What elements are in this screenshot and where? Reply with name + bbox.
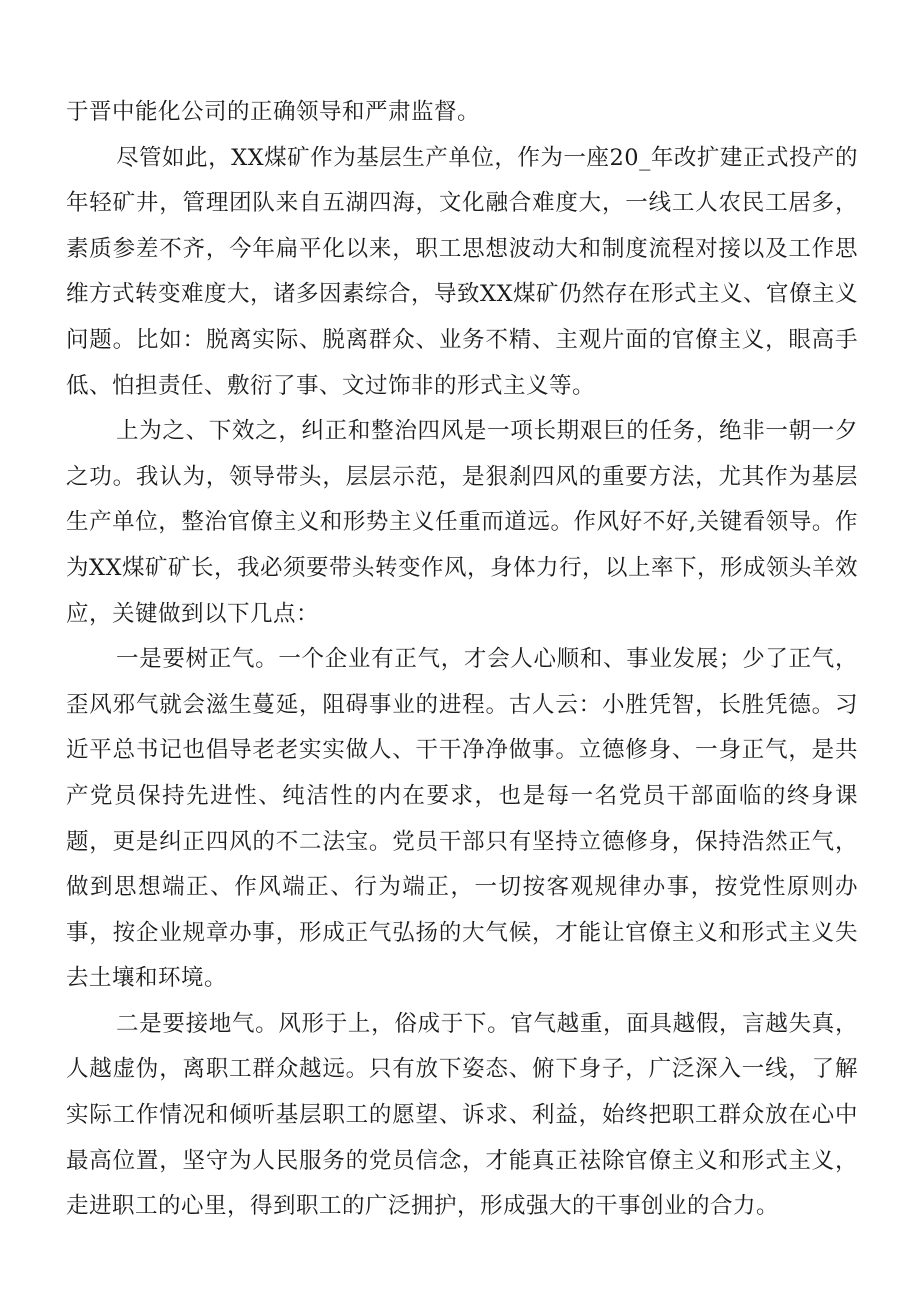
paragraph-start-line: 一是要树正气。一个企业有正气，才会人心顺和、事业发展；少了正气，	[116, 646, 858, 673]
text-line: 应，关键做到以下几点：	[66, 600, 320, 627]
text-line: 实际工作情况和倾听基层职工的愿望、诉求、利益，始终把职工群众放在心中	[66, 1102, 858, 1129]
document-body	[66, 90, 858, 1230]
text-line: 走进职工的心里，得到职工的广泛拥护，形成强大的干事创业的合力。	[66, 1193, 780, 1220]
text-line: 近平总书记也倡导老老实实做人、干干净净做事。立德修身、一身正气，是共	[66, 737, 858, 764]
text-line: 低、怕担责任、敷衍了事、文过饰非的形式主义等。	[66, 372, 596, 399]
paragraph-start-line: 上为之、下效之，纠正和整治四风是一项长期艰巨的任务，绝非一朝一夕	[116, 418, 858, 445]
paragraph-start-line: 尽管如此，XX煤矿作为基层生产单位，作为一座20_年改扩建正式投产的	[116, 144, 858, 171]
text-line: 年轻矿井，管理团队来自五湖四海，文化融合难度大，一线工人农民工居多，	[66, 190, 858, 217]
text-line: 于晋中能化公司的正确领导和严肃监督。	[66, 99, 481, 125]
text-line: 生产单位，整治官僚主义和形势主义任重而道远。作风好不好,关键看领导。作	[66, 509, 858, 536]
text-line: 素质参差不齐，今年扁平化以来，职工思想波动大和制度流程对接以及工作思	[66, 235, 858, 262]
text-line: 最高位置，坚守为人民服务的党员信念，才能真正祛除官僚主义和形式主义，	[66, 1147, 858, 1174]
text-line: 为XX煤矿矿长，我必须要带头转变作风，身体力行，以上率下，形成领头羊效	[66, 554, 858, 581]
text-line: 产党员保持先进性、纯洁性的内在要求，也是每一名党员干部面临的终身课	[66, 782, 858, 809]
text-line: 去土壤和环境。	[66, 965, 228, 992]
text-line: 问题。比如：脱离实际、脱离群众、业务不精、主观片面的官僚主义，眼高手	[66, 326, 858, 353]
text-line: 歪风邪气就会滋生蔓延，阻碍事业的进程。古人云：小胜凭智，长胜凭德。习	[66, 691, 858, 718]
text-line: 题，更是纠正四风的不二法宝。党员干部只有坚持立德修身，保持浩然正气，	[66, 828, 858, 855]
text-line: 人越虚伪，离职工群众越远。只有放下姿态、俯下身子，广泛深入一线，了解	[66, 1056, 858, 1083]
text-line: 做到思想端正、作风端正、行为端正，一切按客观规律办事，按党性原则办	[66, 874, 858, 901]
text-line: 之功。我认为，领导带头，层层示范，是狠刹四风的重要方法，尤其作为基层	[66, 463, 858, 490]
text-line: 事，按企业规章办事，形成正气弘扬的大气候，才能让官僚主义和形式主义失	[66, 919, 858, 946]
text-line: 维方式转变难度大，诸多因素综合，导致XX煤矿仍然存在形式主义、官僚主义	[66, 281, 858, 308]
paragraph-start-line: 二是要接地气。风形于上，俗成于下。官气越重，面具越假，言越失真，	[116, 1010, 858, 1037]
